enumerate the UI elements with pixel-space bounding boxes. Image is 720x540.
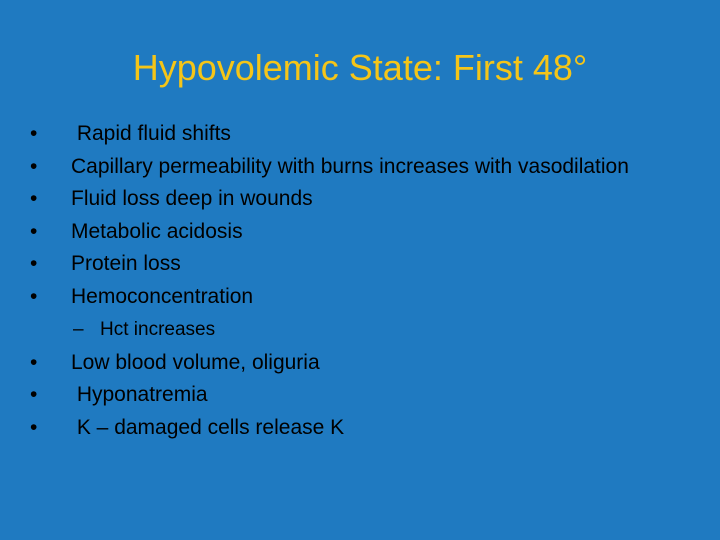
bullet-icon: • (30, 383, 38, 406)
item-text: Metabolic acidosis (71, 219, 243, 243)
dash-icon: – (73, 318, 84, 340)
bullet-icon: • (30, 284, 38, 308)
list-item (30, 153, 700, 180)
item-text: Fluid loss deep in wounds (71, 187, 313, 210)
item-text: Capillary permeability with burns increases with vasodilation (71, 154, 629, 178)
item-text: K – damaged cells release K (71, 415, 345, 439)
list-item (30, 218, 700, 245)
item-text: Protein loss (71, 252, 181, 275)
bullet-list (30, 120, 700, 446)
bullet-icon: • (30, 350, 38, 374)
item-text: Low blood volume, oliguria (71, 350, 320, 374)
bullet-icon: • (30, 187, 38, 210)
sub-list-item (30, 318, 700, 342)
sub-item-text: Hct increases (100, 318, 216, 340)
item-text: Hemoconcentration (71, 284, 254, 308)
list-item (30, 250, 700, 277)
slide-title: Hypovolemic State: First 48° (132, 47, 588, 88)
bullet-icon: • (30, 122, 38, 145)
item-text: Hyponatremia (71, 383, 208, 406)
bullet-icon: • (30, 415, 38, 439)
item-text: Rapid fluid shifts (71, 122, 231, 145)
list-item (30, 120, 700, 147)
list-item (30, 414, 700, 441)
list-item (30, 185, 700, 212)
bullet-icon: • (30, 252, 38, 275)
list-item (30, 283, 700, 310)
bullet-icon: • (30, 219, 38, 243)
list-item (30, 349, 700, 376)
list-item (30, 381, 700, 408)
bullet-icon: • (30, 154, 38, 178)
